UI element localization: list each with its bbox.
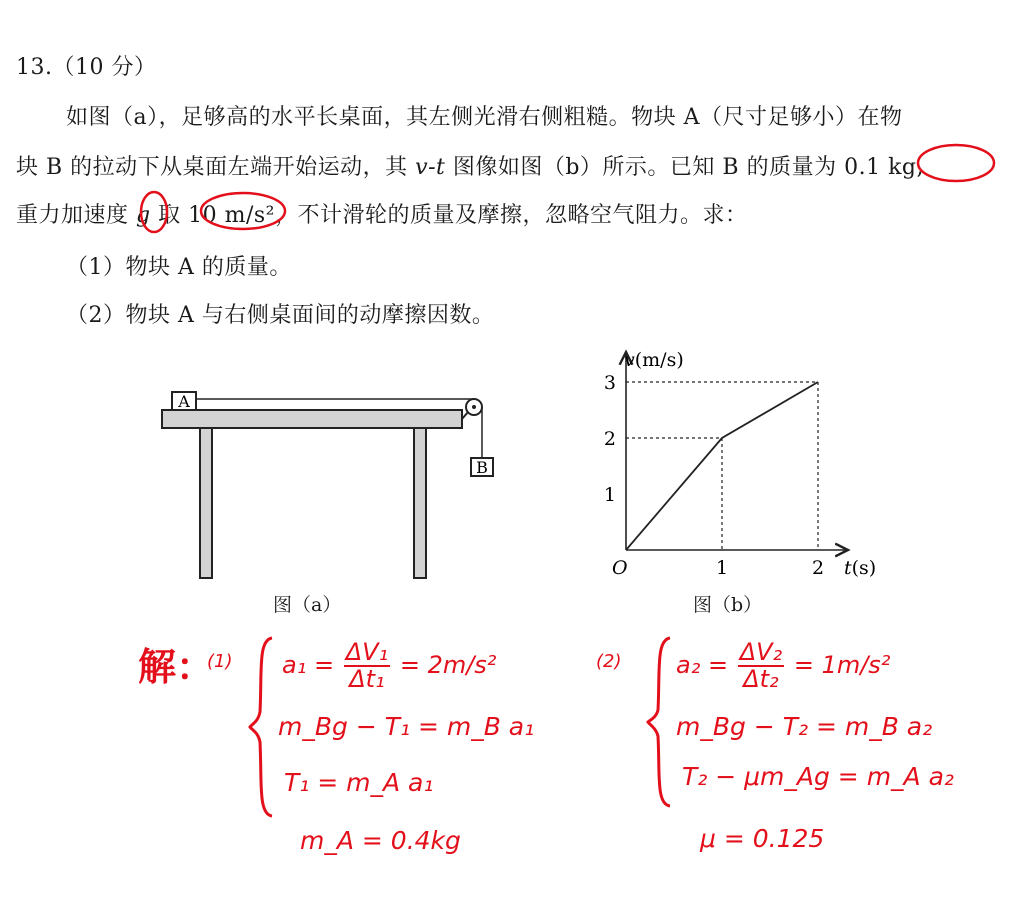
part2-brace [646,632,676,812]
problem-number: 13.（10 分） [16,55,157,80]
problem-line-3: 重力加速度 g 取 10 m/s²，不计滑轮的质量及摩擦，忽略空气阻力。求： [16,203,748,228]
solution-jie: 解： [138,645,215,689]
x-axis-label: t(s) [844,557,877,579]
problem-line-1: 如图（a），足够高的水平长桌面，其左侧光滑右侧粗糙。物块 A（尺寸足够小）在物 [66,105,903,130]
x-tick-label-2: 2 [811,557,825,579]
origin-label: O [612,557,628,579]
table-leg-left [200,428,212,578]
figure-b-chart [580,340,900,590]
part1-label: (1) [207,651,233,672]
guide-lines [626,382,818,550]
block-b-label: B [476,458,488,477]
mass-b-value: 0.1 kg [844,155,917,180]
circle-mass-b [918,145,994,181]
part1-eq2: m_Bg − T₁ = m_B a₁ [278,712,535,741]
figure-a-diagram [150,380,510,590]
g-symbol: g [136,203,151,228]
part1-eq3: T₁ = m_A a₁ [284,768,434,797]
problem-line-2: 块 B 的拉动下从桌面左端开始运动，其 v-t 图像如图（b）所示。已知 B 的质量为 0.1 kg, [16,155,924,180]
tabletop [162,410,462,428]
block-a-label: A [178,392,190,411]
circle-g-value [201,193,285,229]
circle-g [141,192,167,232]
part1-result: m_A = 0.4kg [300,826,461,855]
part2-result: μ = 0.125 [700,824,825,853]
y-tick-label-1: 1 [603,484,616,506]
figure-b-caption: 图（b） [693,594,763,616]
y-tick-label-2: 2 [603,428,616,450]
g-value: 10 m/s² [188,203,275,228]
table-leg-right [414,428,426,578]
question-2: （2）物块 A 与右侧桌面间的动摩擦因数。 [66,303,495,328]
y-axis-label: v(m/s) [624,349,684,371]
part2-label: (2) [596,651,622,672]
tick-labels [604,372,824,579]
part2-eq1: a₂ = $\frac{\text{ΔV₂}}{\text{Δt₂}}$ = 1m/s² [676,638,891,694]
part2-eq3: T₂ − μm_Ag = m_A a₂ [682,762,954,791]
figure-a-caption: 图（a） [273,594,342,616]
part1-brace [248,632,278,822]
x-tick-label-1: 1 [715,557,729,579]
y-tick-label-3: 3 [603,372,616,394]
part2-eq2: m_Bg − T₂ = m_B a₂ [676,712,933,741]
question-1: （1）物块 A 的质量。 [66,255,292,280]
part1-eq1: a₁ = $\frac{\text{ΔV₁}}{\text{Δt₁}}$ = 2m/s² [282,638,497,694]
